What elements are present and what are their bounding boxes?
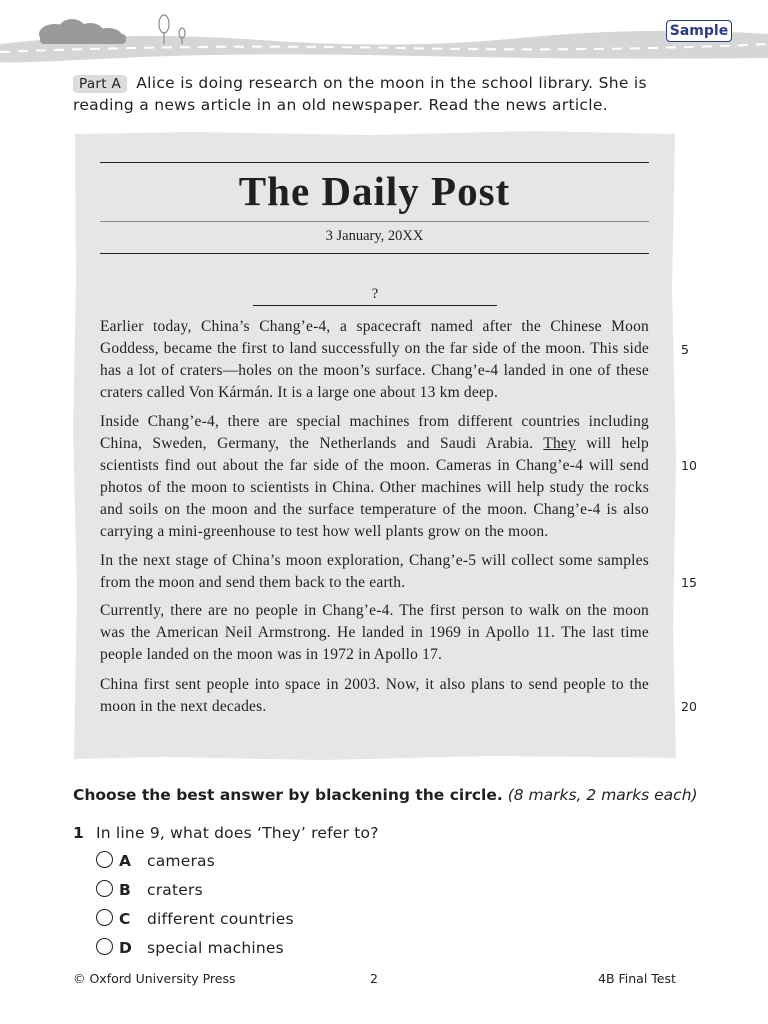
underlined-word: They xyxy=(543,435,576,452)
option-text: different countries xyxy=(147,910,294,928)
option-text: craters xyxy=(147,881,203,899)
option-d[interactable] xyxy=(96,937,396,959)
newspaper-masthead: The Daily Post xyxy=(238,168,511,214)
option-letter: B xyxy=(119,881,131,899)
footer-test-name: 4B Final Test xyxy=(598,971,676,986)
header-banner xyxy=(0,0,768,70)
answer-circle[interactable] xyxy=(96,851,113,868)
masthead-bottom-rule xyxy=(100,221,649,222)
line-number: 20 xyxy=(681,699,697,714)
option-a[interactable] xyxy=(96,850,396,872)
article-paragraph: Currently, there are no people in Chang’e-4. The first person to walk on the moon was the American Neil Armstrong. He landed in 1969 in Apollo 11. The last time people landed on the moon was in 1972 in Apollo 17. xyxy=(100,602,649,663)
line-number: 10 xyxy=(681,458,697,473)
article-paragraph: In the next stage of China’s moon exploration, Chang’e-5 will collect some samples from the moon and send them back to the earth. xyxy=(100,552,649,591)
option-text: special machines xyxy=(147,939,284,957)
option-c[interactable] xyxy=(96,908,396,930)
line-number: 5 xyxy=(681,342,689,357)
question-text: In line 9, what does ‘They’ refer to? xyxy=(96,824,379,842)
date-rule xyxy=(100,253,649,254)
footer-copyright: © Oxford University Press xyxy=(73,971,236,986)
option-b[interactable] xyxy=(96,879,396,901)
answer-circle[interactable] xyxy=(96,880,113,897)
masthead-top-rule xyxy=(100,162,649,163)
intro-text xyxy=(73,72,683,116)
line-number: 15 xyxy=(681,575,697,590)
option-letter: C xyxy=(119,910,131,928)
answer-circle[interactable] xyxy=(96,909,113,926)
marks-note: (8 marks, 2 marks each) xyxy=(507,786,698,804)
headline-blank: ? xyxy=(253,284,497,306)
bush-icon xyxy=(39,19,126,44)
answer-circle[interactable] xyxy=(96,938,113,955)
article-paragraph: China first sent people into space in 2003. Now, it also plans to send people to the moon in the next decades. xyxy=(100,676,649,715)
page-number: 2 xyxy=(370,971,378,986)
article-paragraph: Inside Chang’e-4, there are special machines from different countries including China, Sweden, Germany, the Netherlands and Saudi Arabia. They will help scientists find out about the far side of the moon. Cameras in Chang’e-4 will send photos of the moon to scientists in China. Other machines will help study the rocks and soils on the moon and the surface temperature of the moon. Chang’e-4 is also carrying a mini-greenhouse to test how well plants grow on the moon. xyxy=(100,413,649,540)
newspaper-date: 3 January, 20XX xyxy=(325,228,424,244)
sample-badge: Sample xyxy=(666,20,732,42)
instructions: Choose the best answer by blackening the circle. (8 marks, 2 marks each) xyxy=(73,786,698,804)
article-paragraph: Earlier today, China’s Chang’e-4, a spacecraft named after the Chinese Moon Goddess, became the first to land successfully on the far side of the moon. This side has a lot of craters—holes on the moon’s surface. Chang’e-4 landed in one of these craters called Von Kármán. It is a large one about 13 km deep. xyxy=(100,318,649,401)
option-letter: D xyxy=(119,939,132,957)
option-letter: A xyxy=(119,852,131,870)
part-label: Part A xyxy=(73,75,127,93)
option-text: cameras xyxy=(147,852,216,870)
question-number: 1 xyxy=(73,824,84,842)
intro-body: Alice is doing research on the moon in the school library. She is reading a news article in an old newspaper. Read the news article. xyxy=(73,74,647,114)
